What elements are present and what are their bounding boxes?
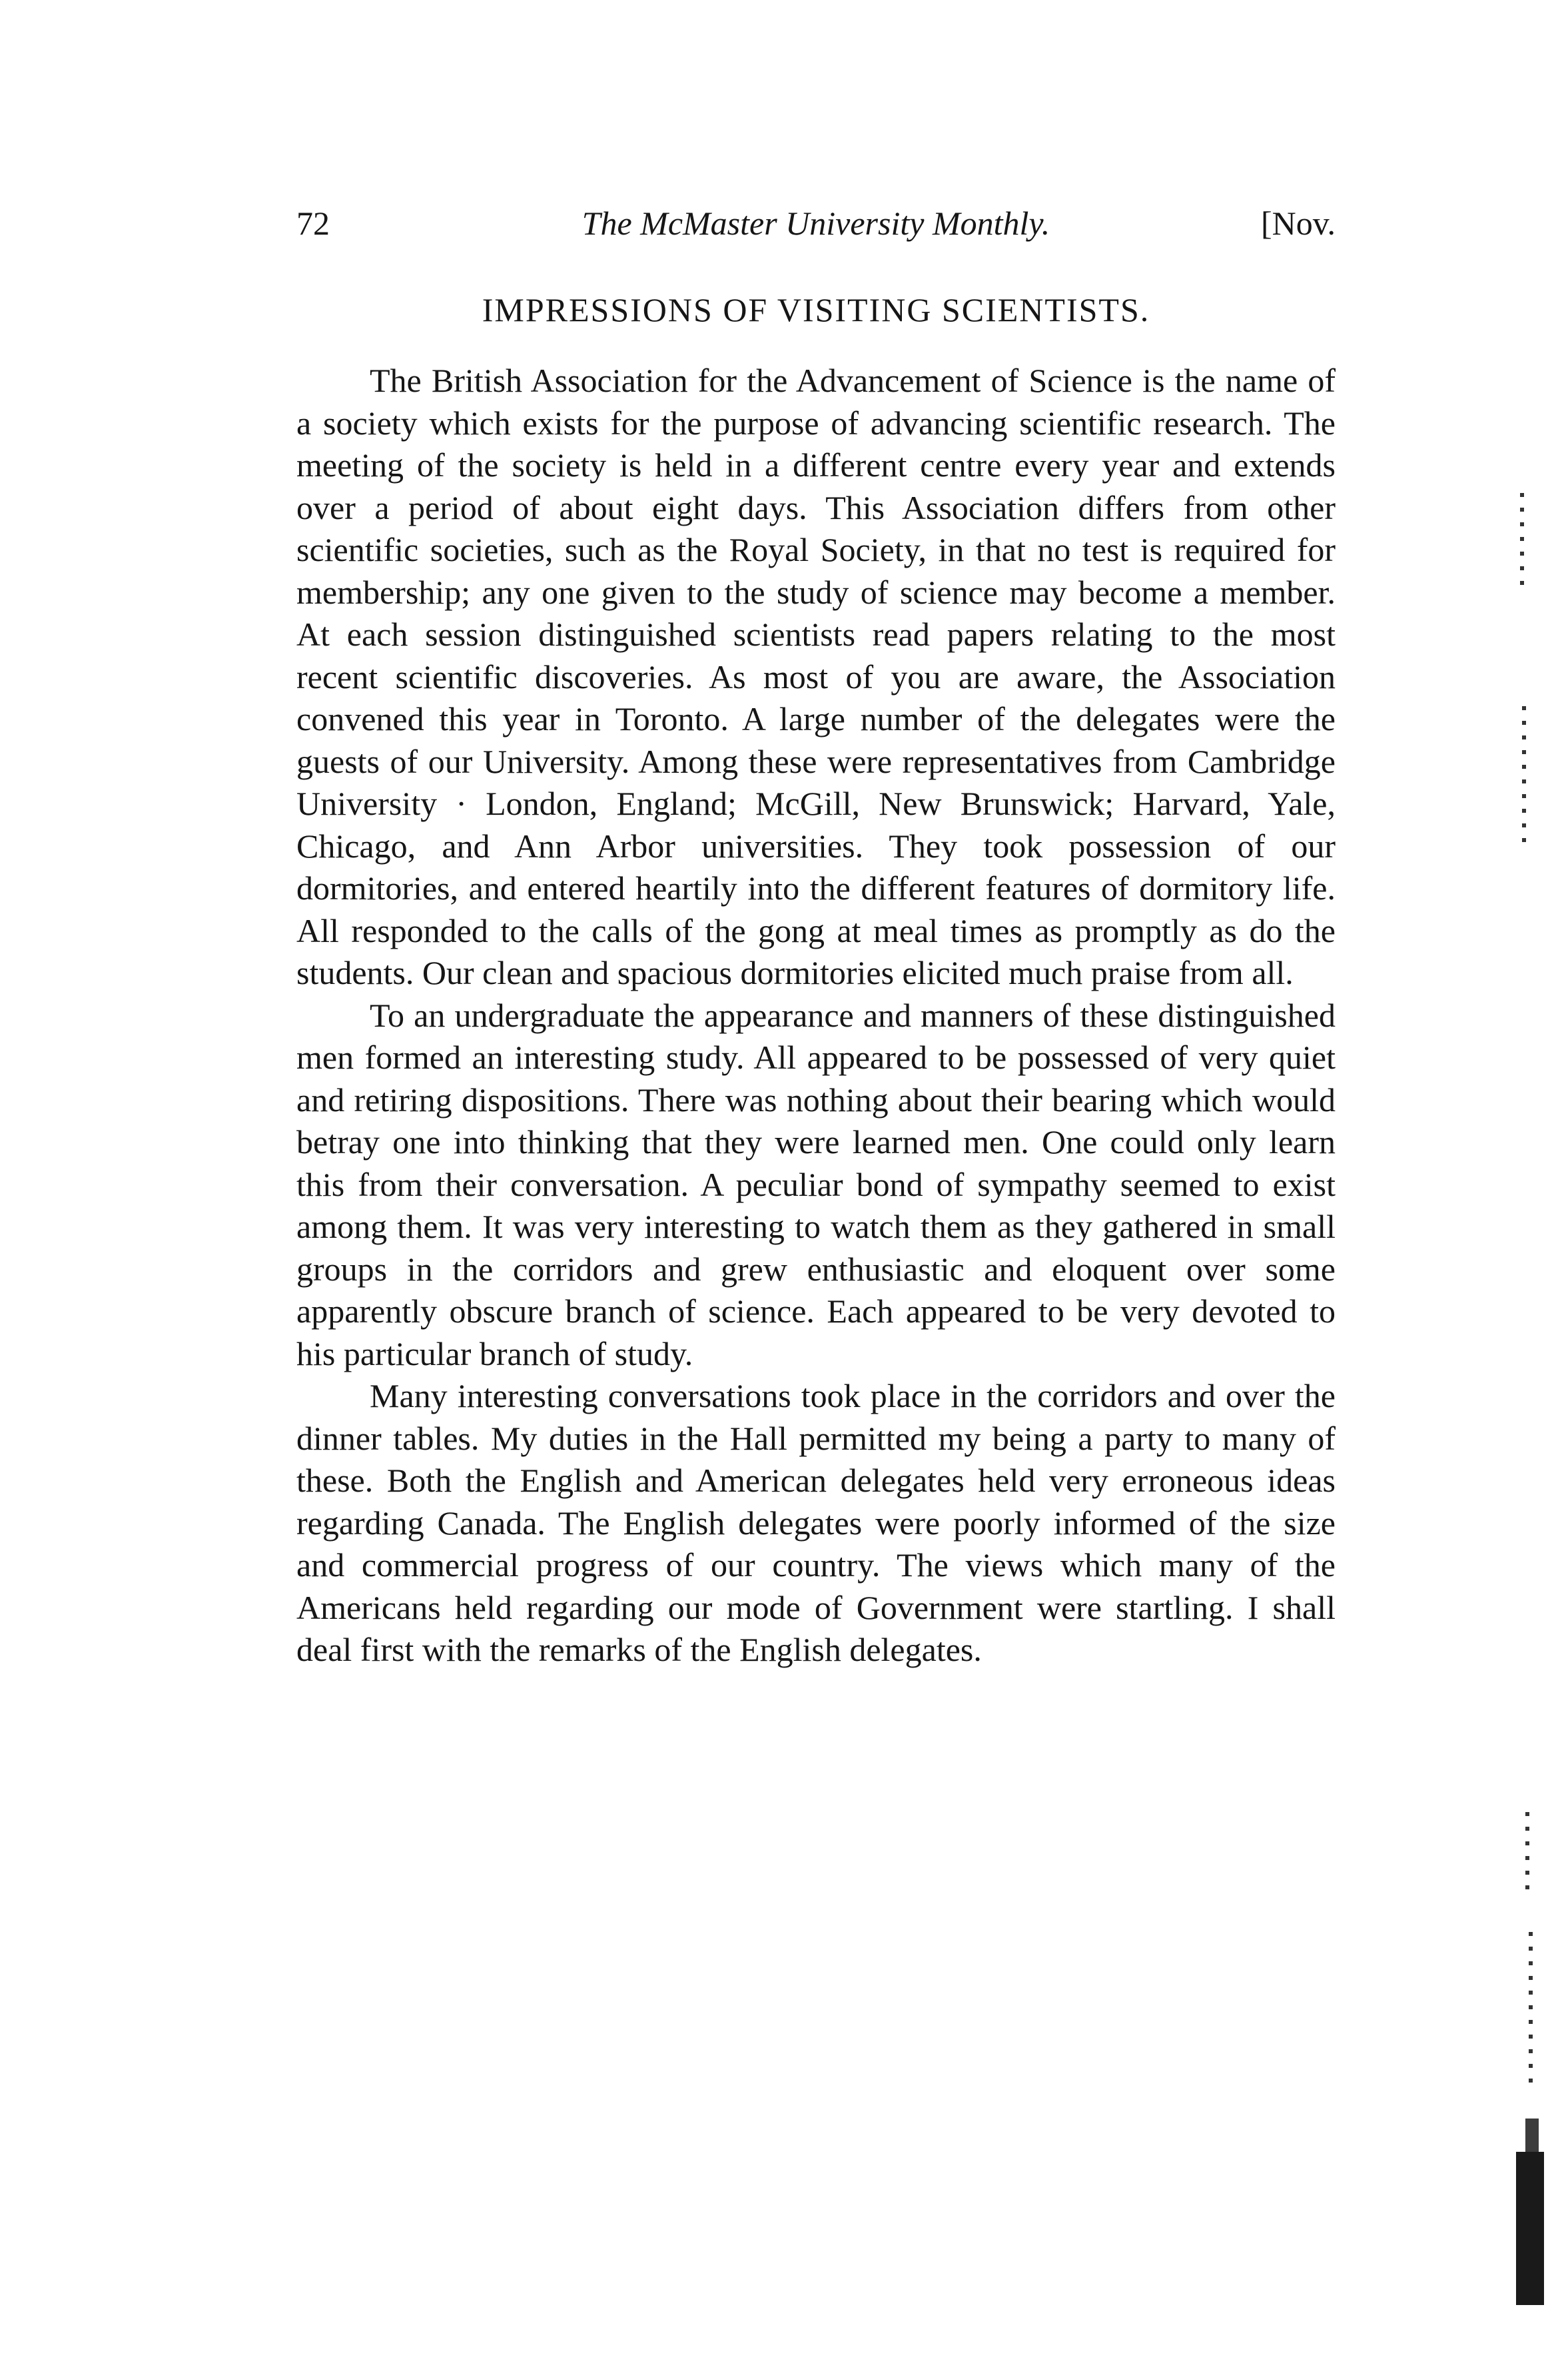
paragraph-3: Many interesting conversations took place in the corridors and over the dinner tables. My duties in the Hall permitted my being a party to many of these. Both the English and American delegates held very erroneous ideas regarding Canada. The English delegates were poorly informed of the size and commercial progress of our country. The views which many of the Americans held regarding our mode of Government were startling. I shall deal first with the remarks of the English delegates. [296,1377,1336,1668]
scan-edge-artifact [1529,1932,1533,2092]
scan-edge-artifact [1525,1812,1529,1899]
page-number: 72 [296,205,330,242]
paragraph-2: To an undergraduate the appearance and manners of these distinguished men formed an interesting study. All appeared to be possessed of very quiet and retiring dispositions. There was nothing about their bearing which would betray one into thinking that they were learned men. One could only learn this from their conversation. A peculiar bond of sympathy seemed to exist among them. It was very interesting to watch them as they gathered in small groups in the corridors and grew enthusiastic and eloquent over some apparently obscure branch of science. Each appeared to be very devoted to his particular branch of study. [296,996,1336,1372]
paragraph-1: The British Association for the Advancement of Science is the name of a society which exists for the purpose of advancing scientific research. The meeting of the society is held in a different centre every year and extends over a period of about eight days. This Association differs from other scientific societies, such as the Royal Society, in that no test is required for membership; any one given to the study of science may become a member. At each session distinguished scientists read papers relating to the most recent scientific discoveries. As most of you are aware, the Association convened this year in Toronto. A large number of the delegates were the guests of our University. Among these were representatives from Cambridge University · London, England; McGill, New Brunswick; Harvard, Yale, Chicago, and Ann Arbor universities. They took possession of our dormitories, and entered heartily into the different features of dormitory life. All responded to the calls of the gong at meal times as promptly as do the students. Our clean and spacious dormitories elicited much praise from all. [296,362,1336,991]
issue-month: [Nov. [1260,205,1336,242]
article-title: IMPRESSIONS OF VISITING SCIENTISTS. [482,291,1150,328]
scan-edge-artifact [1520,493,1524,593]
article-body [296,360,1336,1671]
scan-edge-artifact [1522,706,1526,853]
journal-title: The McMaster University Monthly. [582,205,1050,242]
scan-edge-artifact [1516,2152,1544,2305]
running-head [296,197,1336,250]
